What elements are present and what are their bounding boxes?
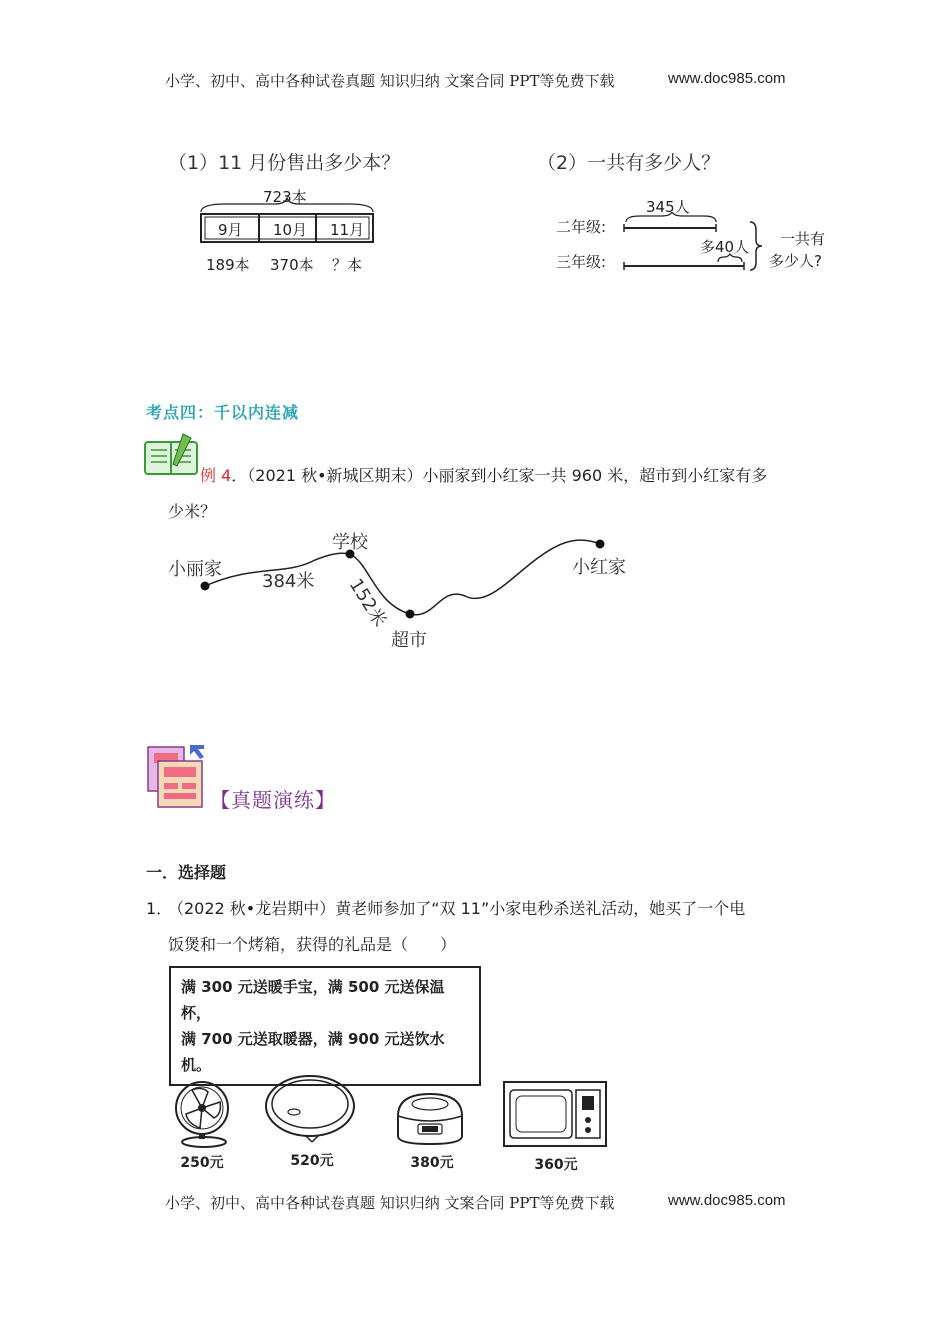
item-price-4: 360元 — [534, 1157, 578, 1173]
prob2-question: （2）一共有多少人？ — [537, 152, 721, 174]
book-pencil-icon — [143, 432, 199, 478]
item-price-3: 380元 — [410, 1155, 454, 1171]
prob2-grade3-label: 三年级: — [556, 253, 607, 271]
example4-line2: 少米？ — [168, 502, 217, 521]
prob2-right-brace — [750, 222, 762, 270]
prob1-month-2: 10月 — [273, 221, 308, 239]
market-point — [406, 610, 415, 619]
prob1-value-3: ？本 — [332, 256, 363, 274]
prob2-more-label: 多40人 — [700, 238, 750, 256]
prob1-month-3: 11月 — [330, 221, 365, 239]
promo-box — [169, 966, 481, 1086]
q1-number: 1． — [146, 899, 173, 918]
page-header-text: 小学、初中、高中各种试卷真题 知识归纳 文案合同 PPT等免费下载 — [165, 72, 615, 90]
item-price-2: 520元 — [290, 1153, 334, 1169]
route-school-label: 学校 — [332, 532, 368, 553]
prob2-ask-line1: 一共有 — [780, 230, 826, 248]
promo-line-2: 满 700 元送取暖器，满 900 元送饮水机。 — [181, 1030, 445, 1074]
section-title: 考点四：千以内连减 — [146, 403, 300, 422]
prob2-grade2-label: 二年级: — [556, 218, 607, 236]
prob1-month-1: 9月 — [218, 221, 243, 239]
end-point — [596, 540, 605, 549]
prob1-value-1: 189本 — [206, 256, 250, 274]
prob1-question: （1）11 月份售出多少本？ — [168, 152, 401, 174]
choice-heading: 一．选择题 — [146, 863, 227, 882]
prob2-top-value: 345人 — [646, 198, 690, 216]
prob2-more-brace — [718, 254, 742, 262]
practice-title: 【真题演练】 — [210, 788, 336, 812]
prob1-total-label: 723本 — [263, 188, 307, 206]
prob2-line-diagram — [620, 212, 780, 274]
microwave-oven-icon — [502, 1078, 610, 1148]
start-point — [201, 582, 210, 591]
route-seg1-label: 384米 — [262, 571, 315, 592]
prob1-total-brace — [201, 198, 373, 212]
prob1-value-2: 370本 — [270, 256, 314, 274]
q1-line1: （2022 秋•龙岩期中）黄老师参加了“双 11”小家电秒杀送礼活动，她买了一个电 — [168, 899, 746, 918]
example4-text: ．（2021 秋•新城区期末）小丽家到小红家一共 960 米，超市到小红家有多 — [231, 466, 768, 485]
route-end-label: 小红家 — [572, 557, 626, 578]
page-footer-url[interactable]: www.doc985.com — [668, 1192, 786, 1209]
practice-document-icon — [146, 743, 206, 809]
prob2-top-brace — [626, 212, 716, 222]
route-start-label: 小丽家 — [168, 559, 222, 580]
rice-cooker-icon — [392, 1086, 472, 1150]
page-footer-text: 小学、初中、高中各种试卷真题 知识归纳 文案合同 PPT等免费下载 — [165, 1194, 615, 1212]
route-market-label: 超市 — [391, 630, 427, 651]
route-seg2-label: 152米 — [344, 575, 391, 631]
item-price-1: 250元 — [180, 1155, 224, 1171]
example4-line1 — [200, 463, 767, 486]
promo-line-1: 满 300 元送暖手宝，满 500 元送保温杯， — [181, 978, 445, 1022]
example4-label: 例 4 — [200, 466, 232, 485]
robot-vacuum-icon — [262, 1072, 362, 1144]
q1-line2: 饭煲和一个烤箱，获得的礼品是（ ） — [168, 935, 457, 954]
page-header-url[interactable]: www.doc985.com — [668, 70, 786, 87]
fan-icon — [170, 1078, 240, 1148]
prob2-ask-line2: 多少人? — [769, 252, 822, 270]
